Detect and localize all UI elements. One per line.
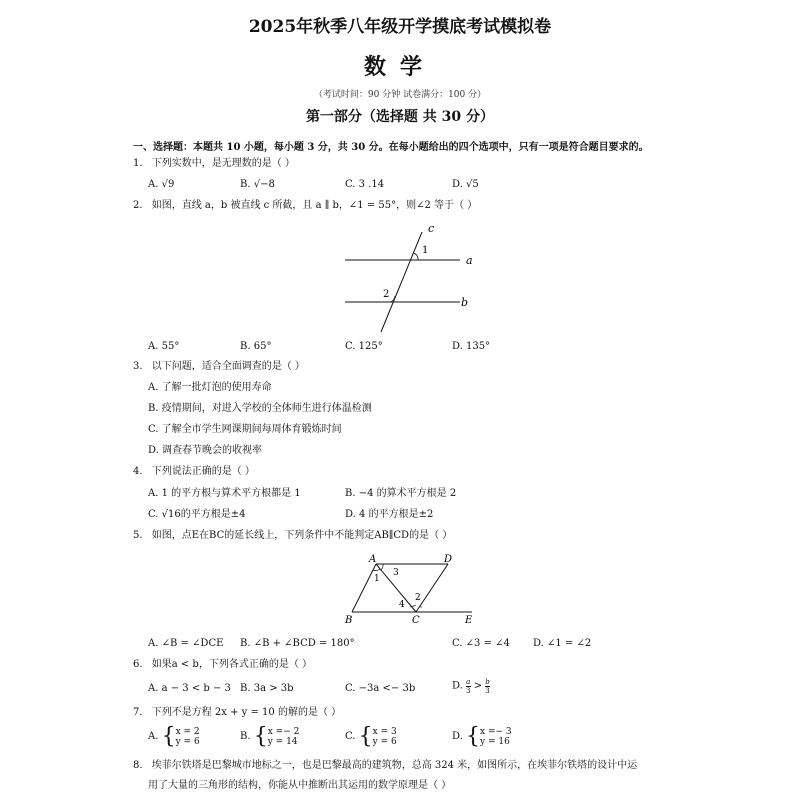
option-2a[interactable]: A. 55° [148, 341, 180, 352]
frac-num: b [485, 678, 490, 686]
q5-figure [340, 550, 480, 626]
option-5b[interactable]: B. ∠B + ∠BCD = 180° [240, 638, 355, 649]
option-4b[interactable]: B. −4 的算术平方根是 2 [345, 488, 457, 499]
frac-den: 3 [485, 687, 490, 695]
question-7 [133, 706, 341, 720]
question-stem: 下列说法正确的是（ ） [151, 466, 255, 477]
relation: > [473, 680, 483, 692]
question-stem: 如图，点E在BC的延长线上，下列条件中不能判定AB∥CD的是（ ） [151, 530, 453, 541]
option-4d[interactable]: D. 4 的平方根是±2 [345, 509, 434, 520]
question-stem: 下列实数中，是无理数的是（ ） [151, 158, 295, 169]
line-c [381, 232, 422, 332]
option-5a[interactable]: A. ∠B = ∠DCE [148, 638, 224, 649]
option-4c[interactable]: C. √16的平方根是±4 [148, 509, 246, 520]
label-angle-2: 2 [383, 289, 390, 300]
question-number: 3. [133, 361, 143, 372]
label-a: a [466, 254, 473, 267]
option-7a[interactable]: A. { x = 2 y = 6 [148, 724, 200, 749]
angle-3-arc [381, 564, 383, 570]
question-8 [133, 759, 637, 773]
option-5c[interactable]: C. ∠3 = ∠4 [452, 638, 510, 649]
segment-cd [416, 564, 448, 612]
segment-ab [352, 564, 376, 612]
question-stem: 如图，直线 a，b 被直线 c 所截，且 a ∥ b，∠1 = 55°，则∠2 等于（ ） [151, 200, 478, 211]
frac-den: 3 [466, 687, 471, 695]
option-2d[interactable]: D. 135° [452, 341, 491, 352]
question-5 [133, 529, 452, 543]
option-3c[interactable]: C. 了解全市学生网课期间每周体育锻炼时间 [148, 424, 342, 435]
exam-title: 2025年秋季八年级开学摸底考试模拟卷 [248, 17, 552, 37]
option-1b[interactable]: B. √−8 [240, 179, 275, 190]
option-7d[interactable]: D. { x =− 3 y = 16 [452, 724, 512, 749]
option-5d[interactable]: D. ∠1 = ∠2 [533, 638, 592, 649]
subject-title: 数学 [363, 54, 436, 80]
option-7c[interactable]: C. { x = 3 y = 6 [345, 724, 397, 749]
q2-figure [330, 220, 490, 335]
question-number: 1. [133, 158, 143, 169]
option-6c[interactable]: C. −3a <− 3b [345, 683, 416, 694]
option-6d[interactable]: D. $\frac{a}{3}$ > $\frac{b}{3}$ [452, 678, 490, 695]
exam-info: （考试时间：90 分钟 试卷满分：100 分） [313, 90, 487, 100]
label-C: C [412, 615, 420, 626]
option-1c[interactable]: C. 3 .14 [345, 179, 385, 190]
angle-2-arc [390, 296, 395, 302]
label-b: b [461, 296, 469, 309]
option-2c[interactable]: C. 125° [345, 341, 383, 352]
option-6b[interactable]: B. 3a > 3b [240, 683, 294, 694]
question-4 [133, 465, 255, 479]
question-stem: 下列不是方程 2x + y = 10 的解的是（ ） [151, 707, 342, 718]
angle-1-arc [414, 253, 418, 260]
question-number: 4. [133, 466, 143, 477]
frac-num: a [466, 678, 471, 686]
label-angle-1: 1 [422, 245, 429, 256]
option-1a[interactable]: A. √9 [148, 179, 175, 190]
option-3a[interactable]: A. 了解一批灯泡的使用寿命 [148, 382, 272, 393]
question-2 [133, 199, 477, 213]
label-B: B [345, 615, 353, 626]
question-number: 7. [133, 707, 143, 718]
label-n3: 3 [393, 568, 399, 578]
question-number: 2. [133, 200, 143, 211]
option-6a[interactable]: A. a − 3 < b − 3 [148, 683, 231, 694]
label-D: D [444, 554, 453, 565]
label-n1: 1 [374, 574, 380, 584]
label-E: E [465, 615, 473, 626]
option-4a[interactable]: A. 1 的平方根与算术平方根都是 1 [148, 488, 301, 499]
label-n4: 4 [399, 600, 405, 610]
question-number: 8. [133, 760, 143, 771]
option-1d[interactable]: D. √5 [452, 179, 479, 190]
question-1 [133, 157, 295, 171]
option-3b[interactable]: B. 疫情期间，对进入学校的全体师生进行体温检测 [148, 403, 372, 414]
question-6 [133, 658, 312, 672]
question-3 [133, 360, 305, 374]
question-stem: 如果a < b，下列各式正确的是（ ） [151, 659, 313, 670]
option-3d[interactable]: D. 调查春节晚会的收视率 [148, 445, 263, 456]
section-instructions: 一、选择题：本题共 10 小题，每小题 3 分，共 30 分。在每小题给出的四个选项中，只有一项是符合题目要求的。 [133, 142, 649, 153]
question-8-line2: 用了大量的三角形的结构，你能从中推断出其运用的数学原理是（ ） [148, 780, 452, 791]
option-2b[interactable]: B. 65° [240, 341, 272, 352]
question-number: 6. [133, 659, 143, 670]
label-c: c [428, 222, 435, 235]
angle-1-arc [373, 569, 380, 571]
option-7b[interactable]: B. { x =− 2 y = 14 [240, 724, 300, 749]
question-number: 5. [133, 530, 143, 541]
label-A: A [369, 554, 377, 565]
question-stem: 以下问题，适合全面调查的是（ ） [151, 361, 305, 372]
part-title: 第一部分（选择题 共 30 分） [305, 109, 495, 125]
label-n2: 2 [415, 593, 421, 603]
question-stem-line1: 埃菲尔铁塔是巴黎城市地标之一，也是巴黎最高的建筑物，总高 324 米，如图所示，在埃菲尔铁塔的设计中运 [151, 760, 638, 771]
